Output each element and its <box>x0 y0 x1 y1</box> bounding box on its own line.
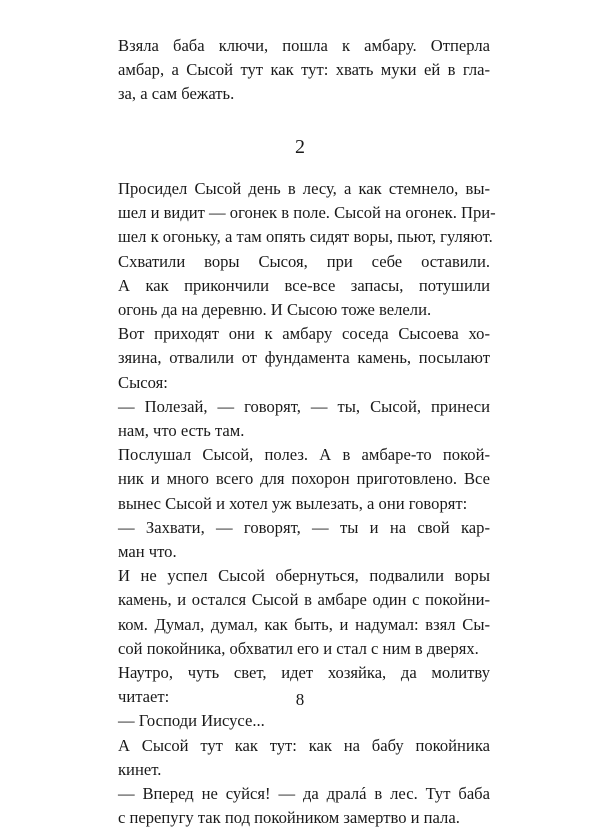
text-line: ман что. <box>118 542 177 562</box>
text-line: шел к огоньку, а там опять сидят воры, пьют, гуляют. <box>118 227 493 247</box>
paragraph <box>118 177 496 250</box>
text-line: читает: <box>118 687 170 707</box>
text-line: ком. Думал, думал, как быть, и надумал: взял Сы- <box>118 614 490 634</box>
text-line: огонь да на деревню. И Сысою тоже велели. <box>118 300 432 320</box>
paragraph <box>118 709 490 733</box>
text-line: Просидел Сысой день в лесу, а как стемнело, вы- <box>118 179 490 198</box>
text-line: зяина, отвалили от фундамента камень, посылают <box>118 348 490 368</box>
text-line: сой покойника, обхватил его и стал с ним в дверях. <box>118 638 479 658</box>
paragraph <box>118 322 490 395</box>
text-line: Схватили воры Сысоя, при себе оставили. <box>118 251 490 271</box>
paragraph <box>118 516 490 564</box>
text-line: шел и видит — огонек в поле. Сысой на огонек. При- <box>118 203 496 223</box>
text-line: амбар, а Сысой тут как тут: хвать муки ей в гла- <box>118 60 490 80</box>
text-line: камень, и остался Сысой в амбаре один с покойни- <box>118 590 490 610</box>
chapter-body <box>118 177 496 830</box>
text-line: — Полезай, — говорят, — ты, Сысой, принеси <box>118 396 490 416</box>
text-line: нам, что есть там. <box>118 421 245 441</box>
intro-paragraph <box>118 34 490 107</box>
chapter-number: 2 <box>295 136 305 158</box>
text-line: с перепугу так под покойником замертво и пала. <box>118 808 460 828</box>
text-line: ник и много всего для похорон приготовлено. Все <box>118 469 490 489</box>
text-line: — Вперед не суйся! — да дралá в лес. Тут баба <box>118 784 490 804</box>
paragraph <box>118 443 490 516</box>
paragraph <box>118 782 490 830</box>
text-line: Сысоя: <box>118 372 168 392</box>
text-line: — Господи Иисусе... <box>118 711 265 731</box>
paragraph <box>118 734 490 782</box>
paragraph <box>118 395 490 443</box>
text-line: вынес Сысой и хотел уж вылезать, а они говорят: <box>118 493 468 513</box>
text-line: за, а сам бежать. <box>118 84 235 104</box>
paragraph <box>118 564 490 661</box>
page-number: 8 <box>295 690 305 709</box>
text-line: И не успел Сысой обернуться, подвалили воры <box>118 566 490 586</box>
text-line: Вот приходят они к амбару соседа Сысоева хо- <box>118 324 490 344</box>
text-line: А Сысой тут как тут: как на бабу покойника <box>118 735 490 755</box>
paragraph <box>118 250 490 323</box>
text-line: Наутро, чуть свет, идет хозяйка, да молитву <box>118 663 490 683</box>
text-line: кинет. <box>118 759 162 779</box>
intro-text <box>118 34 490 107</box>
text-line: Взяла баба ключи, пошла к амбару. Отперла <box>118 36 490 55</box>
text-line: А как прикончили все-все запасы, потушили <box>118 275 490 295</box>
text-line: Послушал Сысой, полез. А в амбаре-то покой- <box>118 445 490 465</box>
text-line: — Захвати, — говорят, — ты и на свой кар- <box>118 517 490 537</box>
